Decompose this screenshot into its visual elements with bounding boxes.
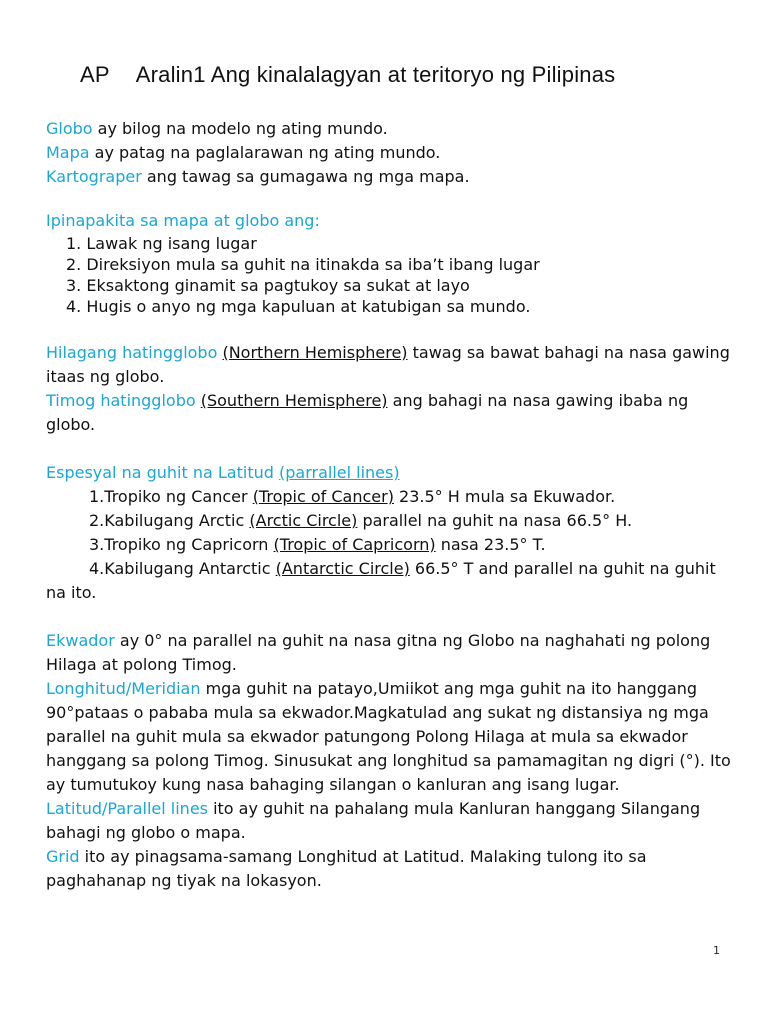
page-number: 1	[713, 944, 720, 957]
list-item: 1. Lawak ng isang lugar	[66, 234, 257, 253]
longhitud-paragraph: Longhitud/Meridian mga guhit na patayo,Umiikot ang mga guhit na ito hanggang 90°pataas o pababa mula sa ekwador.Magkatulad ang sukat ng distansiya ng mga parallel na guhit mula sa ekwador patungong Polong Hilaga at mula sa ekwador hanggang sa polong Timog. Sinusukat ang longhitud sa pamamagitan ng digri (°). Ito ay tumutukoy kung nasa bahaging silangan o kanluran ang isang lugar.	[46, 679, 731, 794]
southern-hemisphere-paragraph: Timog hatingglobo (Southern Hemisphere) ang bahagi na nasa gawing ibaba ng globo.	[46, 391, 689, 434]
definition-kartograper: Kartograper ang tawag sa gumagawa ng mga mapa.	[46, 167, 470, 186]
grid-paragraph: Grid ito ay pinagsama-samang Longhitud at Latitud. Malaking tulong ito sa paghahanap ng tiyak na lokasyon.	[46, 847, 647, 890]
latitude-item: 2.Kabilugang Arctic (Arctic Circle) parallel na guhit na nasa 66.5° H.	[89, 511, 633, 530]
document-body	[46, 117, 736, 893]
lesson-title: Aralin1 Ang kinalalagyan at teritoryo ng Pilipinas	[135, 62, 616, 87]
latitud-paragraph: Latitud/Parallel lines ito ay guhit na pahalang mula Kanluran hanggang Silangang bahagi ng globo o mapa.	[46, 799, 701, 842]
list-item: 3. Eksaktong ginamit sa pagtukoy sa sukat at layo	[66, 276, 470, 295]
latitude-item: 1.Tropiko ng Cancer (Tropic of Cancer) 23.5° H mula sa Ekuwador.	[89, 487, 616, 506]
definition-globo: Globo ay bilog na modelo ng ating mundo.	[46, 119, 388, 138]
latitude-item: 4.Kabilugang Antarctic (Antarctic Circle) 66.5° T and parallel na guhit na guhit na ito.	[46, 559, 716, 602]
list-item: 2. Direksiyon mula sa guhit na itinakda sa iba’t ibang lugar	[66, 255, 540, 274]
subject-label: AP	[80, 62, 110, 87]
northern-hemisphere-paragraph: Hilagang hatingglobo (Northern Hemisphere) tawag sa bawat bahagi na nasa gawing itaas ng globo.	[46, 343, 730, 386]
page-title	[80, 62, 615, 88]
shows-heading: Ipinapakita sa mapa at globo ang:	[46, 211, 320, 230]
list-item: 4. Hugis o anyo ng mga kapuluan at katubigan sa mundo.	[66, 297, 531, 316]
definition-mapa: Mapa ay patag na paglalarawan ng ating mundo.	[46, 143, 441, 162]
latitude-item: 3.Tropiko ng Capricorn (Tropic of Capricorn) nasa 23.5° T.	[89, 535, 546, 554]
ekwador-paragraph: Ekwador ay 0° na parallel na guhit na nasa gitna ng Globo na naghahati ng polong Hilaga at polong Timog.	[46, 631, 711, 674]
shows-list	[46, 233, 736, 317]
latitude-heading: Espesyal na guhit na Latitud (parrallel lines)	[46, 463, 400, 482]
